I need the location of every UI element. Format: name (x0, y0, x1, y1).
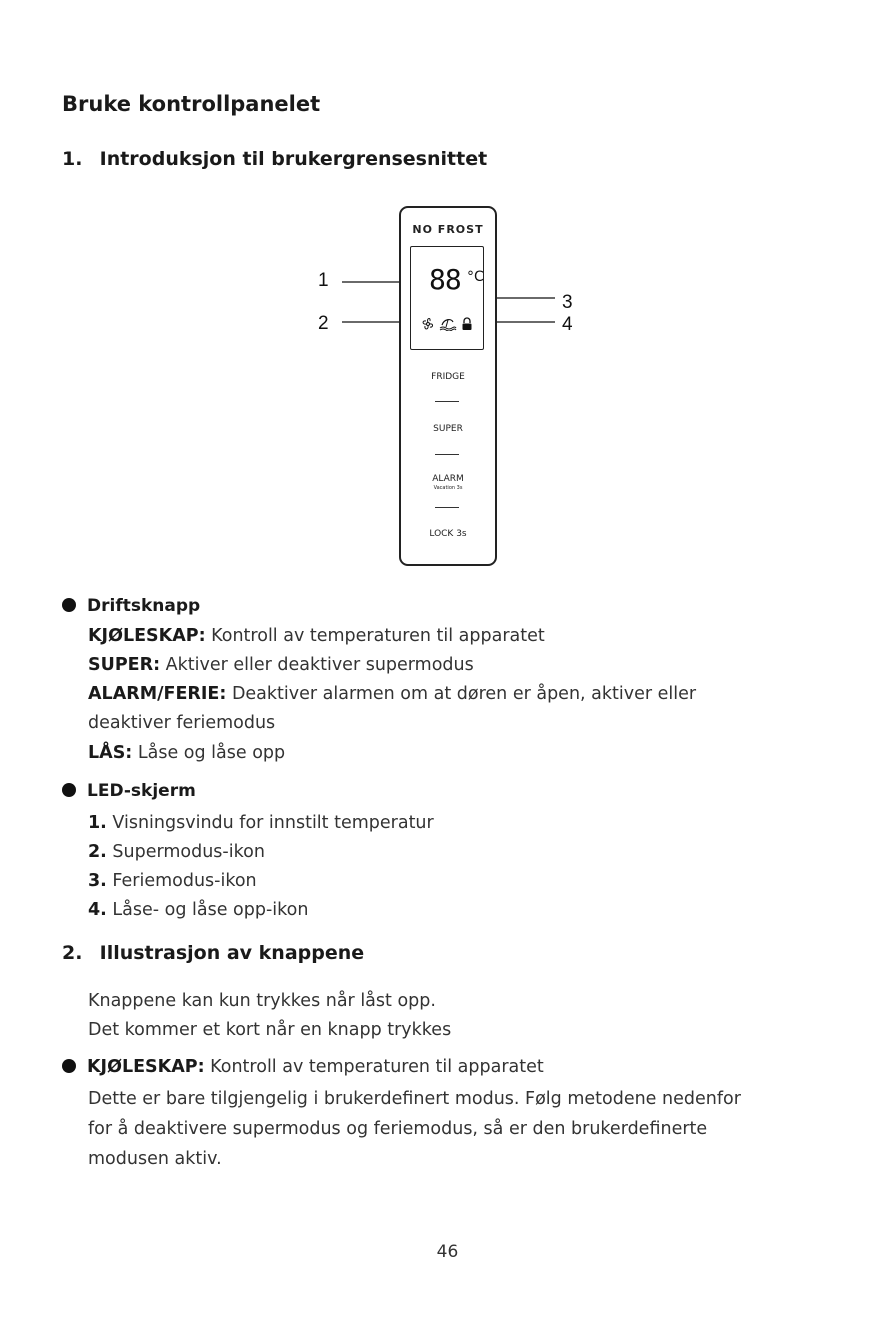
alarm-button-label: ALARM (432, 474, 464, 484)
callout-3: 3 (562, 292, 573, 313)
list-item (88, 655, 474, 675)
heading-text: Driftsknapp (87, 596, 201, 616)
item-label: LÅS: (88, 743, 133, 763)
item-label: 3. (88, 871, 107, 891)
item-label: 1. (88, 813, 107, 833)
divider (435, 454, 459, 455)
item-label: 2. (88, 842, 107, 862)
callout-1: 1 (318, 270, 329, 291)
bullet-dot (62, 598, 76, 612)
divider (435, 507, 459, 508)
item-label: KJØLESKAP: (87, 1057, 205, 1077)
list-item (88, 813, 434, 833)
status-icons (420, 317, 480, 335)
vacation-icon (439, 317, 457, 331)
item-text: Aktiver eller deaktiver supermodus (160, 655, 474, 675)
lock-icon (461, 317, 473, 331)
paragraph-line: Dette er bare tilgjengelig i brukerdefinert modus. Følg metodene nedenfor (88, 1089, 741, 1109)
list-item (88, 743, 285, 763)
paragraph-line: Det kommer et kort når en knapp trykkes (88, 1020, 452, 1040)
page-title: Bruke kontrollpanelet (62, 92, 321, 116)
section-number: 2. (62, 942, 83, 964)
paragraph-line: modusen aktiv. (88, 1149, 222, 1169)
lock-button[interactable]: LOCK 3s (429, 529, 467, 539)
list-item (88, 842, 265, 862)
item-text: Visningsvindu for innstilt temperatur (106, 813, 434, 833)
paragraph-line: Knappene kan kun trykkes når låst opp. (88, 991, 436, 1011)
item-text: Låse og låse opp (132, 743, 286, 763)
item-text: Kontroll av temperaturen til apparatet (204, 1057, 544, 1077)
callout-2: 2 (318, 313, 329, 334)
list-item (88, 626, 545, 646)
temperature-unit: °C (467, 269, 484, 285)
item-text: Deaktiver alarmen om at døren er åpen, aktiver eller (226, 684, 697, 704)
led-display (410, 246, 484, 350)
section-number: 1. (62, 148, 83, 170)
bullet-heading-led (62, 781, 196, 801)
fridge-button[interactable]: FRIDGE (431, 372, 465, 382)
section-title: Introduksjon til brukergrensesnittet (99, 148, 488, 170)
alarm-button[interactable] (401, 474, 495, 491)
item-text: Låse- og låse opp-ikon (106, 900, 309, 920)
list-item (88, 900, 308, 920)
brand-label: NO FROST (412, 223, 484, 236)
list-item (88, 871, 257, 891)
super-button[interactable]: SUPER (433, 424, 463, 434)
list-item (88, 713, 275, 733)
fan-icon (421, 317, 435, 331)
item-text: Feriemodus-ikon (106, 871, 257, 891)
section-title: Illustrasjon av knappene (99, 942, 365, 964)
item-text: Kontroll av temperaturen til apparatet (205, 626, 545, 646)
divider (435, 401, 459, 402)
section-heading-2 (62, 942, 364, 964)
bullet-heading-driftsknapp (62, 596, 200, 616)
page-number: 46 (436, 1242, 459, 1262)
callout-4: 4 (562, 314, 573, 335)
heading-text: LED-skjerm (87, 781, 196, 801)
alarm-button-sublabel: Vacation 3s (433, 485, 463, 491)
bullet-dot (62, 1059, 76, 1073)
item-label: KJØLESKAP: (88, 626, 206, 646)
item-text: deaktiver feriemodus (88, 713, 276, 733)
item-label: 4. (88, 900, 107, 920)
control-panel (399, 206, 497, 566)
paragraph-line: for å deaktivere supermodus og feriemodus, så er den brukerdefinerte (88, 1119, 708, 1139)
item-text: Supermodus-ikon (106, 842, 265, 862)
bullet-kjoleskap (62, 1057, 544, 1077)
item-label: SUPER: (88, 655, 161, 675)
list-item (88, 684, 696, 704)
bullet-dot (62, 783, 76, 797)
temperature-digits: 88 (429, 263, 461, 296)
item-label: ALARM/FERIE: (88, 684, 227, 704)
